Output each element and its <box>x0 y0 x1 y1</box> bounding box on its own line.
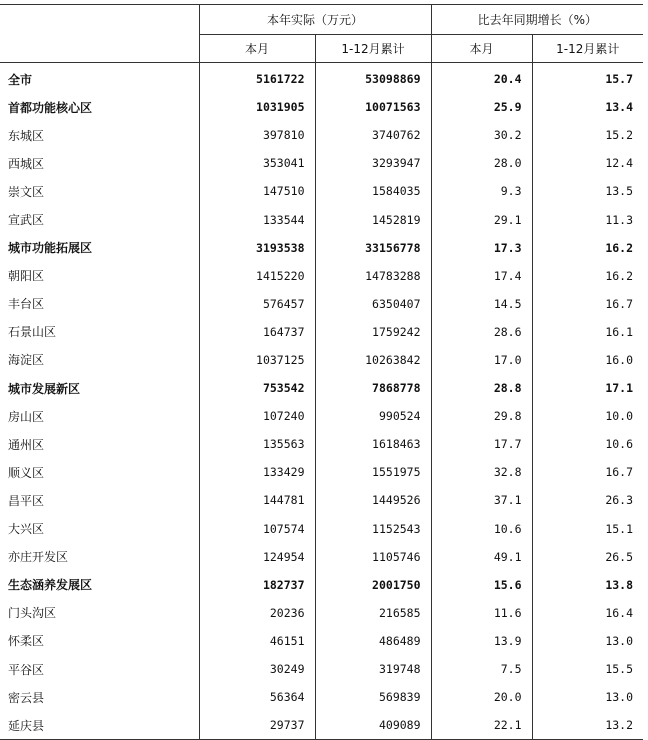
table-row <box>0 430 643 458</box>
actual-cumulative-cell: 10263842 <box>315 346 431 374</box>
region-name-cell: 宣武区 <box>8 213 45 228</box>
region-name-cell: 平谷区 <box>8 662 45 677</box>
actual-value-group-header: 本年实际（万元） <box>199 5 431 35</box>
region-name-cell: 密云县 <box>8 690 45 705</box>
growth-month-cell: 10.6 <box>431 515 532 543</box>
actual-month-cell: 20236 <box>199 599 315 627</box>
actual-cumulative-cell: 1105746 <box>315 543 431 571</box>
growth-month-cell: 13.9 <box>431 627 532 655</box>
growth-cumulative-cell: 26.5 <box>532 543 643 571</box>
growth-month-cell: 17.0 <box>431 346 532 374</box>
actual-month-cell: 576457 <box>199 290 315 318</box>
actual-cumulative-cell: 319748 <box>315 655 431 683</box>
growth-cumulative-cell: 15.1 <box>532 515 643 543</box>
growth-group-header: 比去年同期增长（%） <box>431 5 643 35</box>
actual-month-cell: 124954 <box>199 543 315 571</box>
actual-cumulative-cell: 6350407 <box>315 290 431 318</box>
table-row <box>0 486 643 514</box>
table-row <box>0 543 643 571</box>
growth-month-cell: 11.6 <box>431 599 532 627</box>
actual-month-cell: 3193538 <box>199 234 315 262</box>
region-name-cell: 西城区 <box>8 156 45 171</box>
actual-cumulative-cell: 1584035 <box>315 177 431 205</box>
region-name-cell: 怀柔区 <box>8 634 45 649</box>
growth-cumulative-cell: 13.2 <box>532 711 643 740</box>
growth-cumulative-cell: 10.0 <box>532 402 643 430</box>
table-row <box>0 515 643 543</box>
actual-cumulative-cell: 14783288 <box>315 262 431 290</box>
growth-month-cell: 14.5 <box>431 290 532 318</box>
actual-cumulative-cell: 10071563 <box>315 93 431 121</box>
table-row <box>0 63 643 94</box>
region-name-cell: 海淀区 <box>8 353 45 368</box>
growth-cumulative-cell: 16.1 <box>532 318 643 346</box>
table-row <box>0 683 643 711</box>
actual-month-cell: 164737 <box>199 318 315 346</box>
region-name-cell: 石景山区 <box>8 325 57 340</box>
growth-cumulative-header: 1-12月累计 <box>532 35 643 63</box>
table-row <box>0 177 643 205</box>
growth-cumulative-cell: 16.0 <box>532 346 643 374</box>
actual-cumulative-cell: 2001750 <box>315 571 431 599</box>
growth-cumulative-cell: 13.5 <box>532 177 643 205</box>
actual-month-cell: 133544 <box>199 205 315 233</box>
actual-month-cell: 133429 <box>199 458 315 486</box>
region-name-cell: 朝阳区 <box>8 269 45 284</box>
region-name-cell: 通州区 <box>8 437 45 452</box>
actual-month-cell: 1031905 <box>199 93 315 121</box>
table-header <box>0 5 643 63</box>
growth-month-cell: 17.4 <box>431 262 532 290</box>
region-name-cell: 顺义区 <box>8 465 45 480</box>
table-row <box>0 149 643 177</box>
district-statistics-table <box>0 4 643 740</box>
region-name-cell: 亦庄开发区 <box>8 550 69 565</box>
actual-cumulative-cell: 569839 <box>315 683 431 711</box>
growth-month-cell: 28.0 <box>431 149 532 177</box>
region-name-cell: 房山区 <box>8 409 45 424</box>
actual-cumulative-cell: 486489 <box>315 627 431 655</box>
growth-month-cell: 28.6 <box>431 318 532 346</box>
growth-month-header: 本月 <box>431 35 532 63</box>
actual-cumulative-cell: 7868778 <box>315 374 431 402</box>
growth-cumulative-cell: 16.2 <box>532 234 643 262</box>
growth-month-cell: 25.9 <box>431 93 532 121</box>
growth-month-cell: 37.1 <box>431 486 532 514</box>
actual-month-cell: 107240 <box>199 402 315 430</box>
actual-month-header: 本月 <box>199 35 315 63</box>
table-row <box>0 93 643 121</box>
growth-month-cell: 20.0 <box>431 683 532 711</box>
table-row <box>0 402 643 430</box>
growth-month-cell: 20.4 <box>431 63 532 94</box>
actual-month-cell: 107574 <box>199 515 315 543</box>
growth-month-cell: 28.8 <box>431 374 532 402</box>
actual-month-cell: 135563 <box>199 430 315 458</box>
table-row <box>0 121 643 149</box>
table-row <box>0 571 643 599</box>
actual-month-cell: 5161722 <box>199 63 315 94</box>
actual-month-cell: 144781 <box>199 486 315 514</box>
region-name-cell: 延庆县 <box>0 711 199 740</box>
growth-month-cell: 17.3 <box>431 234 532 262</box>
actual-month-cell: 397810 <box>199 121 315 149</box>
actual-cumulative-cell: 1551975 <box>315 458 431 486</box>
table-row <box>0 599 643 627</box>
region-name-cell: 城市发展新区 <box>8 381 81 396</box>
region-name-cell: 丰台区 <box>8 297 45 312</box>
actual-month-cell: 56364 <box>199 683 315 711</box>
actual-cumulative-cell: 3293947 <box>315 149 431 177</box>
actual-cumulative-cell: 1449526 <box>315 486 431 514</box>
region-name-cell: 崇文区 <box>8 184 45 199</box>
growth-cumulative-cell: 13.4 <box>532 93 643 121</box>
region-name-cell: 门头沟区 <box>8 606 57 621</box>
region-name-cell: 大兴区 <box>8 522 45 537</box>
growth-month-cell: 9.3 <box>431 177 532 205</box>
table-row <box>0 711 643 740</box>
growth-cumulative-cell: 13.0 <box>532 683 643 711</box>
growth-month-cell: 49.1 <box>431 543 532 571</box>
growth-month-cell: 32.8 <box>431 458 532 486</box>
table-row <box>0 374 643 402</box>
region-name-cell: 生态涵养发展区 <box>8 578 93 593</box>
growth-cumulative-cell: 16.2 <box>532 262 643 290</box>
growth-cumulative-cell: 17.1 <box>532 374 643 402</box>
actual-month-cell: 29737 <box>199 711 315 740</box>
growth-month-cell: 7.5 <box>431 655 532 683</box>
region-name-cell: 昌平区 <box>8 493 45 508</box>
growth-cumulative-cell: 15.2 <box>532 121 643 149</box>
actual-cumulative-cell: 990524 <box>315 402 431 430</box>
actual-cumulative-cell: 3740762 <box>315 121 431 149</box>
growth-cumulative-cell: 16.4 <box>532 599 643 627</box>
actual-cumulative-cell: 1152543 <box>315 515 431 543</box>
actual-cumulative-cell: 409089 <box>315 711 431 740</box>
growth-month-cell: 22.1 <box>431 711 532 740</box>
actual-month-cell: 30249 <box>199 655 315 683</box>
actual-month-cell: 1415220 <box>199 262 315 290</box>
growth-month-cell: 15.6 <box>431 571 532 599</box>
actual-month-cell: 182737 <box>199 571 315 599</box>
growth-cumulative-cell: 10.6 <box>532 430 643 458</box>
region-name-cell: 东城区 <box>8 128 45 143</box>
actual-month-cell: 1037125 <box>199 346 315 374</box>
actual-cumulative-cell: 33156778 <box>315 234 431 262</box>
growth-cumulative-cell: 11.3 <box>532 205 643 233</box>
table-body <box>0 63 643 740</box>
actual-month-cell: 46151 <box>199 627 315 655</box>
region-name-cell: 城市功能拓展区 <box>8 241 93 256</box>
table-row <box>0 458 643 486</box>
growth-cumulative-cell: 15.7 <box>532 63 643 94</box>
growth-cumulative-cell: 12.4 <box>532 149 643 177</box>
table-row <box>0 290 643 318</box>
growth-cumulative-cell: 26.3 <box>532 486 643 514</box>
growth-month-cell: 29.1 <box>431 205 532 233</box>
growth-cumulative-cell: 16.7 <box>532 290 643 318</box>
region-column-header <box>0 5 199 63</box>
actual-cumulative-header: 1-12月累计 <box>315 35 431 63</box>
table-row <box>0 346 643 374</box>
growth-month-cell: 29.8 <box>431 402 532 430</box>
growth-month-cell: 30.2 <box>431 121 532 149</box>
region-name-cell: 首都功能核心区 <box>8 100 93 115</box>
growth-cumulative-cell: 13.8 <box>532 571 643 599</box>
actual-cumulative-cell: 53098869 <box>315 63 431 94</box>
region-name-cell: 全市 <box>8 72 33 87</box>
growth-cumulative-cell: 15.5 <box>532 655 643 683</box>
actual-cumulative-cell: 1452819 <box>315 205 431 233</box>
actual-cumulative-cell: 1759242 <box>315 318 431 346</box>
actual-month-cell: 353041 <box>199 149 315 177</box>
table-row <box>0 655 643 683</box>
growth-month-cell: 17.7 <box>431 430 532 458</box>
table-row <box>0 205 643 233</box>
table-row <box>0 318 643 346</box>
table-row <box>0 262 643 290</box>
actual-cumulative-cell: 1618463 <box>315 430 431 458</box>
growth-cumulative-cell: 16.7 <box>532 458 643 486</box>
actual-month-cell: 147510 <box>199 177 315 205</box>
table-row <box>0 234 643 262</box>
growth-cumulative-cell: 13.0 <box>532 627 643 655</box>
table-row <box>0 627 643 655</box>
actual-cumulative-cell: 216585 <box>315 599 431 627</box>
actual-month-cell: 753542 <box>199 374 315 402</box>
